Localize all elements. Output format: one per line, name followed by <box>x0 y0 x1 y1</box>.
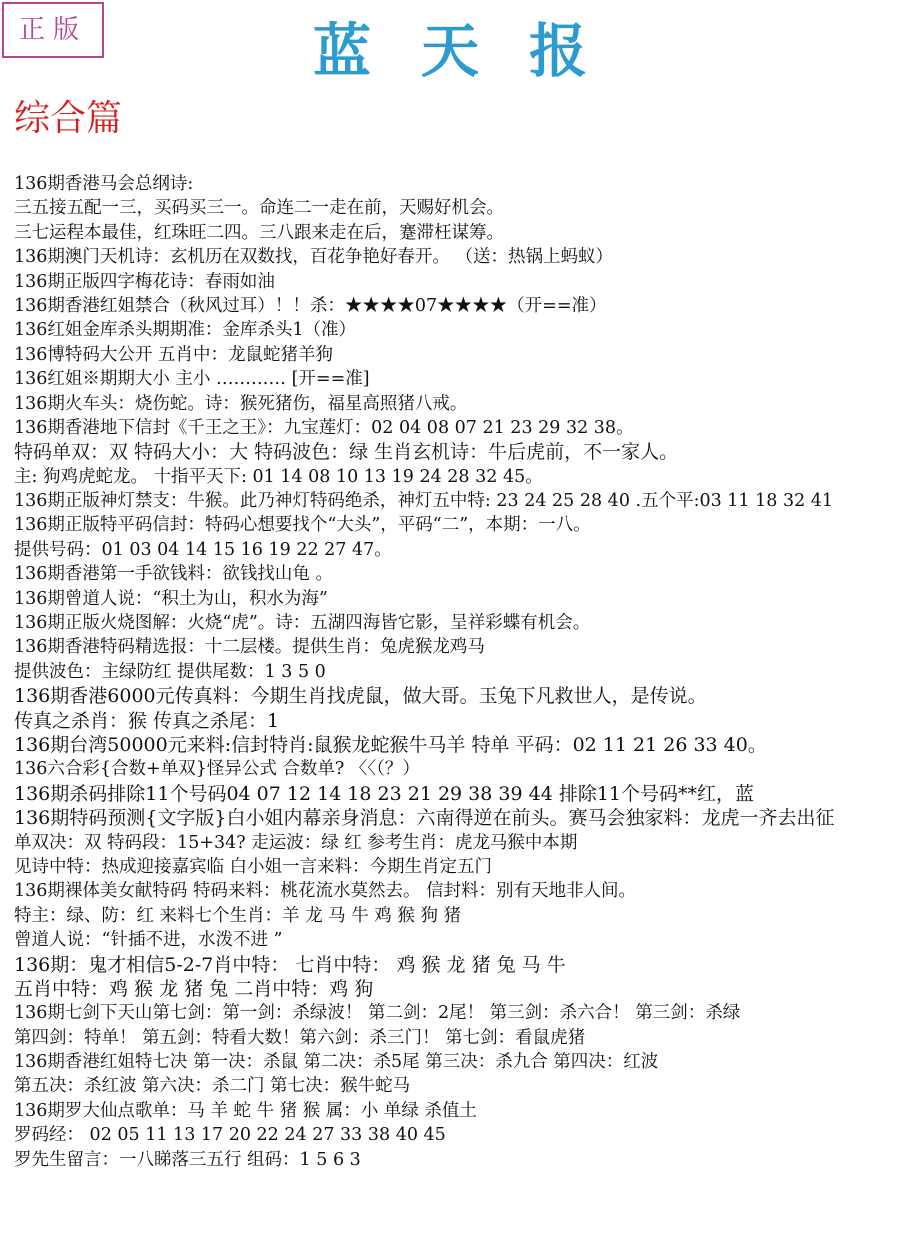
text-line: 136期曾道人说：“积土为山，积水为海” <box>14 588 328 609</box>
text-line: 136期澳门天机诗：玄机历在双数找，百花争艳好春开。 （送：热锅上蚂蚁） <box>14 247 613 268</box>
text-line: 第五决：杀红波 第六决：杀二门 第七决：猴牛蛇马 <box>14 1076 411 1097</box>
section-title: 综合篇 <box>14 98 123 139</box>
text-line: 136期：鬼才相信5-2-7肖中特： 七肖中特： 鸡 猴 龙 猪 兔 马 牛 <box>14 953 566 976</box>
text-line: 见诗中特：热成迎接嘉宾临 白小姐一言来料：今期生肖定五门 <box>14 856 493 877</box>
text-line: 136期正版四字梅花诗：春雨如油 <box>14 271 275 292</box>
text-line: 136六合彩{合数+单双}怪异公式 合数单? 〈〈（？） <box>14 759 420 780</box>
text-line: 特主：绿、防：红 来料七个生肖：羊 龙 马 牛 鸡 猴 狗 猪 <box>14 905 462 926</box>
article-body <box>14 172 894 1172</box>
text-line: 曾道人说：“针插不进，水泼不进 ” <box>14 930 283 951</box>
text-line: 136期香港第一手欲钱料：欲钱找山龟 。 <box>14 564 333 585</box>
text-line: 136期正版神灯禁支：牛猴。此乃神灯特码绝杀，神灯五中特: 23 24 25 28 40 .五个平:03 11 18 32 41 <box>14 491 834 512</box>
text-line: 传真之杀肖：猴 传真之杀尾：1 <box>14 709 280 732</box>
text-line: 特码单双：双 特码大小：大 特码波色：绿 生肖玄机诗：牛后虎前，不一家人。 <box>14 441 679 464</box>
text-line: 提供号码：01 03 04 14 15 16 19 22 27 47。 <box>14 539 392 560</box>
text-line: 136期台湾50000元来料:信封特肖:鼠猴龙蛇猴牛马羊 特单 平码：02 11 21 26 33 40。 <box>14 733 767 756</box>
text-line: 136红姐※期期大小 主小 ………… [开==准] <box>14 369 370 390</box>
text-line: 136期香港6000元传真料：今期生肖找虎鼠，做大哥。玉兔下凡救世人，是传说。 <box>14 685 707 708</box>
text-line: 单双决：双 特码段：15+34? 走运波：绿 红 参考生肖：虎龙马猴中本期 <box>14 832 578 853</box>
text-line: 136期香港马会总纲诗: <box>14 174 194 194</box>
text-line: 136期正版火烧图解：火烧“虎”。诗：五湖四海皆它影，呈祥彩蝶有机会。 <box>14 613 591 634</box>
text-line: 罗先生留言：一八睇落三五行 组码：1 5 6 3 <box>14 1149 361 1170</box>
masthead-title: 蓝天报 <box>312 17 637 85</box>
text-line: 第四剑：特单！ 第五剑：特看大数！第六剑：杀三门！ 第七剑：看鼠虎猪 <box>14 1027 586 1048</box>
text-line: 136期香港红姐禁合（秋风过耳）！！杀：★★★★07★★★★（开==准） <box>14 295 607 316</box>
text-line: 三七运程本最佳，红珠旺二四。三八跟来走在后，蹇滞枉谋筹。 <box>14 222 504 243</box>
edition-badge: 正版 <box>2 2 104 58</box>
text-line: 136红姐金库杀头期期准：金库杀头1（准） <box>14 320 357 341</box>
text-line: 136期正版特平码信封：特码心想要找个“大头”，平码“二”，本期：一八。 <box>14 515 591 536</box>
text-line: 136期香港红姐特七决 第一决：杀鼠 第二决：杀5尾 第三决：杀九合 第四决：红波 <box>14 1052 659 1073</box>
text-line: 136期香港特码精选报：十二层楼。提供生肖：兔虎猴龙鸡马 <box>14 637 485 658</box>
text-line: 136期裸体美女献特码 特码来料：桃花流水莫然去。 信封料：别有天地非人间。 <box>14 881 637 902</box>
text-line: 五肖中特：鸡 猴 龙 猪 兔 二肖中特：鸡 狗 <box>14 977 374 1000</box>
text-line: 主: 狗鸡虎蛇龙。 十指平天下: 01 14 08 10 13 19 24 28 32 45。 <box>14 466 543 487</box>
text-line: 136期香港地下信封《千王之王》：九宝莲灯：02 04 08 07 21 23 29 32 38。 <box>14 417 634 438</box>
text-line: 罗码经： 02 05 11 13 17 20 22 24 27 33 38 40 45 <box>14 1125 446 1146</box>
text-line: 136期七剑下天山第七剑：第一剑：杀绿波！ 第二剑：2尾！ 第三剑：杀六合！ 第三剑：杀绿 <box>14 1003 741 1024</box>
text-line: 三五接五配一三，买码买三一。命连二一走在前，天赐好机会。 <box>14 198 504 219</box>
text-line: 136期罗大仙点歌单：马 羊 蛇 牛 猪 猴 属：小 单绿 杀值土 <box>14 1100 477 1121</box>
text-line: 136期杀码排除11个号码04 07 12 14 18 23 21 29 38 39 44 排除11个号码**红，蓝 <box>14 782 754 805</box>
text-line: 提供波色：主绿防红 提供尾数：1 3 5 0 <box>14 661 326 682</box>
text-line: 136期特码预测{文字版}白小姐内幕亲身消息：六南得逆在前头。赛马会独家料：龙虎一齐去出征 <box>14 807 835 830</box>
text-line: 136博特码大公开 五肖中：龙鼠蛇猪羊狗 <box>14 344 333 365</box>
text-line: 136期火车头：烧伤蛇。诗：猴死猪伤，福星高照猪八戒。 <box>14 393 468 414</box>
